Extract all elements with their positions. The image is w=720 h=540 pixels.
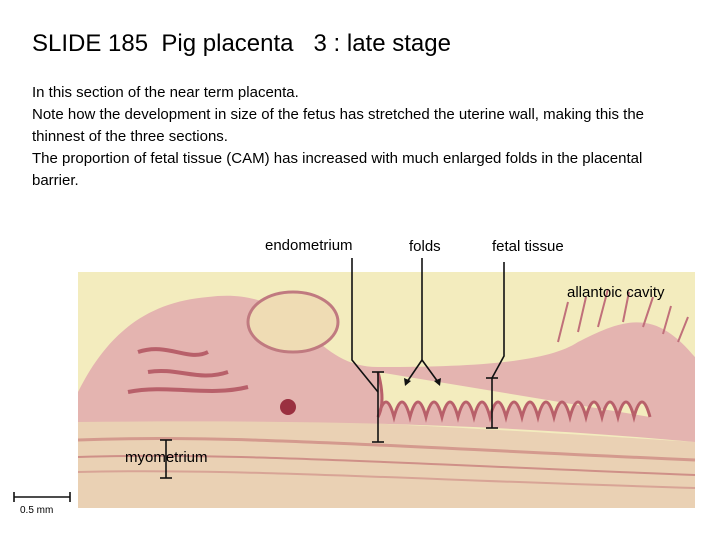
scale-bar-label: 0.5 mm — [20, 505, 54, 516]
label-allantoic-cavity: allantoic cavity — [567, 284, 665, 301]
description-line-1: In this section of the near term placenta. — [32, 84, 299, 101]
label-folds: folds — [409, 238, 441, 255]
label-endometrium: endometrium — [265, 237, 353, 254]
label-myometrium: myometrium — [125, 449, 208, 466]
label-fetal-tissue: fetal tissue — [492, 238, 564, 255]
slide-title: SLIDE 185 Pig placenta 3 : late stage — [32, 30, 451, 57]
description-line-3: The proportion of fetal tissue (CAM) has increased with much enlarged folds in the placental barrier. — [32, 150, 643, 189]
description-line-2: Note how the development in size of the fetus has stretched the uterine wall, making this the thinnest of the three sections. — [32, 106, 645, 145]
